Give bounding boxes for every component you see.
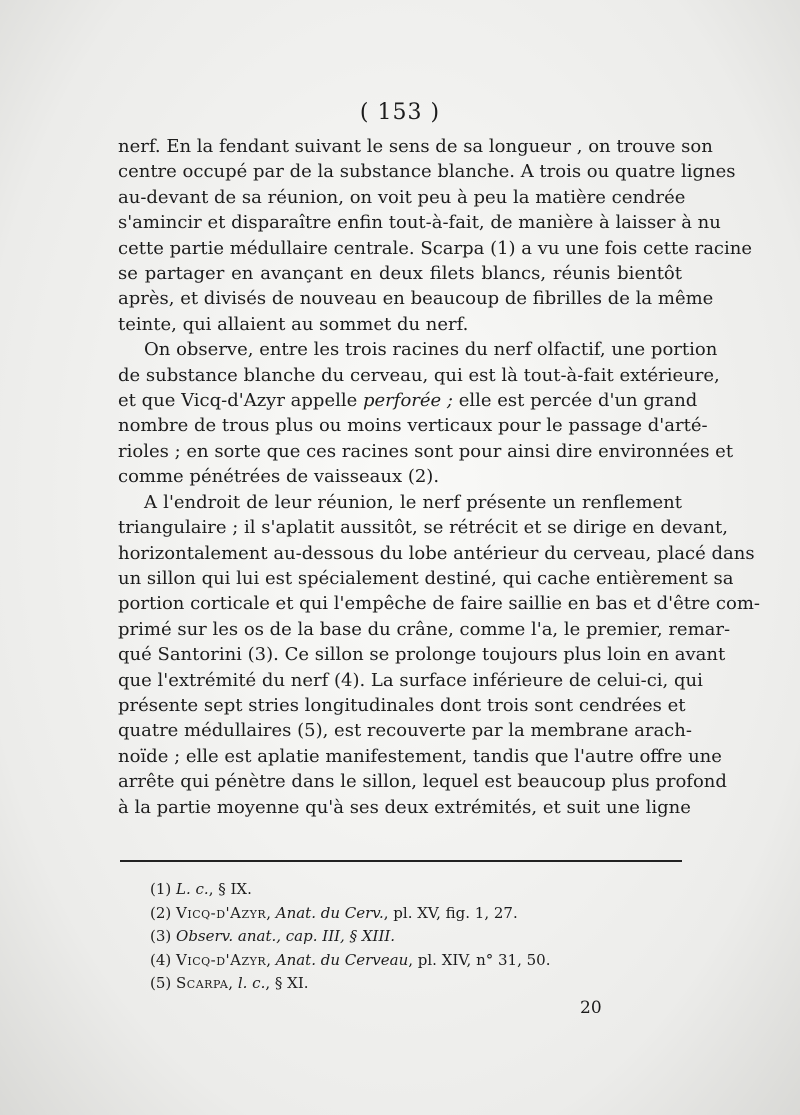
printer-signature: 20 xyxy=(580,998,602,1018)
text-line: rioles ; en sorte que ces racines sont pour ainsi dire environnées et xyxy=(118,440,734,462)
text-line: nombre de trous plus ou moins verticaux pour le passage d'arté- xyxy=(118,415,708,437)
text-segment: elle est percée d'un grand xyxy=(452,390,698,412)
text-line: qué Santorini (3). Ce sillon se prolonge toujours plus loin en avant xyxy=(118,644,726,666)
footnote-divider xyxy=(120,860,682,862)
text-line: s'amincir et disparaître enfin tout-à-fait, de manière à laisser à nu xyxy=(118,212,721,234)
footnote-number: (1) xyxy=(150,880,172,898)
text-line: de substance blanche du cerveau, qui est là tout-à-fait extérieure, xyxy=(118,364,720,386)
text-line: triangulaire ; il s'aplatit aussitôt, se rétrécit et se dirige en devant, xyxy=(118,517,728,539)
footnote-work: Anat. du Cerv. xyxy=(275,903,384,922)
footnote-author: Scarpa xyxy=(176,974,229,992)
footnote-number: (4) xyxy=(150,950,172,969)
footnote xyxy=(150,878,670,902)
text-line: que l'extrémité du nerf (4). La surface inférieure de celui-ci, qui xyxy=(118,669,703,691)
text-line: après, et divisés de nouveau en beaucoup de fibrilles de la même xyxy=(118,288,714,310)
page-number: ( 153 ) xyxy=(359,100,441,125)
text-line: comme pénétrées de vaisseaux (2). xyxy=(118,466,440,488)
footnote-work: Anat. du Cerveau xyxy=(275,950,409,969)
text-line: se partager en avançant en deux filets blancs, réunis bientôt xyxy=(118,263,682,285)
footnote-rest: , pl. XIV, n° 31, 50. xyxy=(408,950,551,969)
text-line: On observe, entre les trois racines du nerf olfactif, une portion xyxy=(144,339,718,361)
text-line: noïde ; elle est aplatie manifestement, tandis que l'autre offre une xyxy=(118,745,722,767)
text-line: à la partie moyenne qu'à ses deux extrémités, et suit une ligne xyxy=(118,796,691,818)
footnote-rest: , § XI. xyxy=(265,974,309,992)
text-line: portion corticale et qui l'empêche de faire saillie en bas et d'être com- xyxy=(118,593,760,615)
footnote: (5) Scarpa, l. c., § XI. xyxy=(150,974,309,992)
footnote-rest: , pl. XV, fig. 1, 27. xyxy=(383,903,518,922)
text-line: cette partie médullaire centrale. Scarpa (1) a vu une fois cette racine xyxy=(118,237,753,259)
text-line: un sillon qui lui est spécialement destiné, qui cache entièrement sa xyxy=(118,567,734,589)
text-line: horizontalement au-dessous du lobe antérieur du cerveau, placé dans xyxy=(118,542,755,564)
text-line: centre occupé par de la substance blanche. A trois ou quatre lignes xyxy=(118,161,736,183)
italic-term: perforée ; xyxy=(363,390,453,412)
footnote-number: (3) xyxy=(150,927,172,945)
text-line: arrête qui pénètre dans le sillon, lequel est beaucoup plus profond xyxy=(118,771,727,793)
footnote-work: l. c. xyxy=(237,974,266,992)
body-text xyxy=(118,134,760,820)
footnote-author: Vicq-d'Azyr xyxy=(176,950,267,969)
text-line: quatre médullaires (5), est recouverte par la membrane arach- xyxy=(118,720,692,742)
text-line: au-devant de sa réunion, on voit peu à peu la matière cendrée xyxy=(118,186,686,208)
text-line: primé sur les os de la base du crâne, comme l'a, le premier, remar- xyxy=(118,618,731,640)
footnote-work: L. c. xyxy=(176,880,209,898)
text-line xyxy=(118,388,698,413)
footnote: (4) Vicq-d'Azyr, Anat. du Cerveau, pl. XIV, n° 31, 50. xyxy=(150,950,551,969)
footnotes xyxy=(150,878,670,996)
footnote-number: (5) xyxy=(150,974,172,992)
footnote-work: Observ. anat., cap. III, § XIII. xyxy=(176,927,396,945)
footnote-number: (2) xyxy=(150,903,172,922)
footnote-author: Vicq-d'Azyr xyxy=(176,903,267,922)
text-line: nerf. En la fendant suivant le sens de sa longueur , on trouve son xyxy=(118,136,713,157)
footnote xyxy=(150,925,670,949)
text-segment: et que Vicq-d'Azyr appelle xyxy=(118,390,363,412)
text-line: A l'endroit de leur réunion, le nerf présente un renflement xyxy=(144,491,682,513)
text-line: présente sept stries longitudinales dont trois sont cendrées et xyxy=(118,694,686,716)
footnote: (2) Vicq-d'Azyr, Anat. du Cerv., pl. XV, fig. 1, 27. xyxy=(150,903,518,922)
footnote-rest: , § IX. xyxy=(208,880,252,898)
text-line: teinte, qui allaient au sommet du nerf. xyxy=(118,313,469,335)
